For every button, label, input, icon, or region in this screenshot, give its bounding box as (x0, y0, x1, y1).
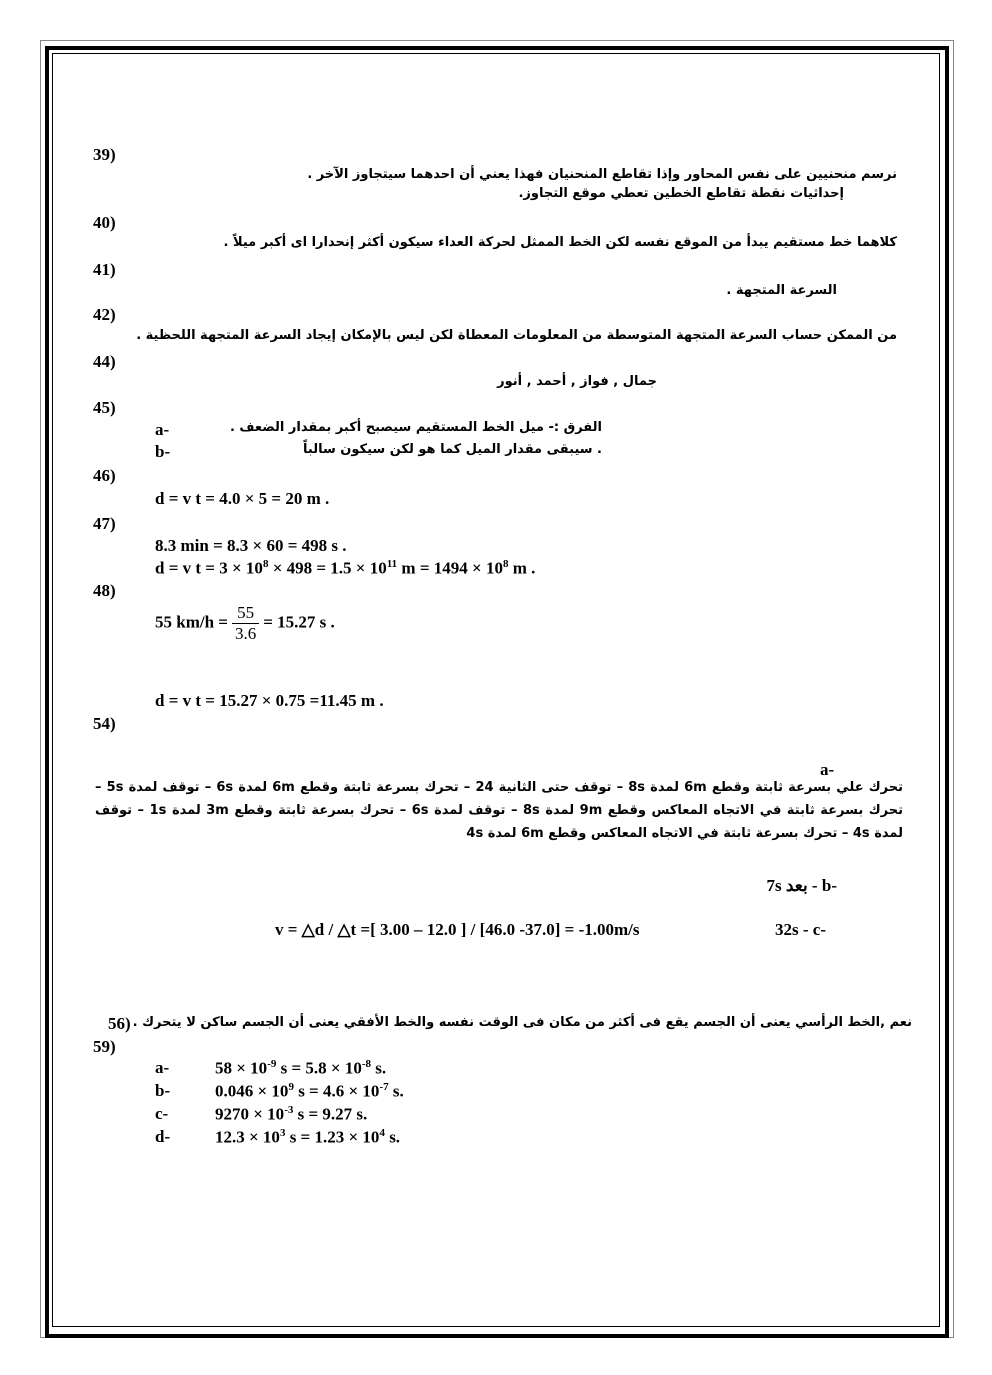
q40-number: 40) (93, 213, 116, 232)
q59-item-label: d- (155, 1127, 171, 1146)
q59-part: s = 5.8 × 10 (276, 1058, 362, 1078)
q40-line1: كلاهما خط مستقيم يبدأ من الموقع نفسه لكن الخط الممثل لحركة العداء سيكون أكثر إنحدارا اى أكبر ميلاً . (223, 235, 897, 250)
q59-part: 58 × 10 (215, 1058, 268, 1078)
q47-exp: 8 (262, 558, 269, 570)
q45-number: 45) (93, 398, 116, 417)
q56-line1: نعم ,الخط الرأسي يعنى أن الجسم يقع فى أكثر من مكان فى الوقت نفسه والخط الأفقي يعنى أن الجسم ساكن لا يتحرك . (132, 1015, 912, 1030)
q59-part: s. (388, 1081, 404, 1101)
q59-part: 9 (288, 1081, 294, 1093)
q48-lhs: 55 km/h = (155, 612, 228, 632)
q59-part: 3 (279, 1127, 286, 1139)
q59-part: s. (352, 1104, 368, 1124)
q59-item-expression (215, 1058, 386, 1079)
q48-number: 48) (93, 581, 116, 600)
q47-exp: 11 (386, 558, 398, 570)
q44-number: 44) (93, 352, 116, 371)
q48-numerator: 55 (232, 603, 259, 624)
q59-item-expression (215, 1104, 367, 1125)
q59-part: -3 (284, 1104, 294, 1116)
q54-b-line: -b - بعد 7s (766, 876, 837, 895)
q48-fraction (232, 603, 259, 644)
q59-part: 4 (379, 1127, 385, 1139)
q59-item-label: b- (155, 1081, 171, 1100)
q46-number: 46) (93, 466, 116, 485)
q56-number: 56) (108, 1014, 131, 1033)
q48-line2: d = v t = 15.27 × 0.75 =11.45 m . (155, 691, 384, 710)
q59-part: s = 9.27 (293, 1104, 353, 1124)
q59-part: -9 (267, 1058, 277, 1070)
q59-part: -7 (379, 1081, 389, 1093)
q54-a-text: تحرك علي بسرعة ثابتة وقطع 6m لمدة 8s – توقف حتى الثانية 24 – تحرك بسرعة ثابتة وقطع 6m لمدة 6s – توقف لمدة 5s – تحرك بسرعة ثابتة في الاتجاه المعاكس وقطع 9m لمدة 8s – توقف لمدة 6s – تحرك بسرعة ثابتة وقطع 3m لمدة 1s – توقف لمدة 4s – تحرك بسرعة ثابتة في الاتجاه المعاكس وقطع 6m لمدة 4s (95, 780, 904, 841)
q48-rhs: = 15.27 s . (263, 612, 335, 632)
q54-c-equation: v = △d / △t =[ 3.00 – 12.0 ] / [46.0 -37.0] = -1.00m/s (275, 920, 640, 939)
q41-number: 41) (93, 260, 116, 279)
q59-item-expression (215, 1127, 400, 1148)
q42-line1: من الممكن حساب السرعة المتجهة المتوسطة من المعلومات المعطاة لكن ليس بالإمكان إيجاد السرعة المتجهة اللحظية . (136, 328, 897, 343)
q47-number: 47) (93, 514, 116, 533)
q45-a-label: a- (155, 420, 170, 439)
q59-part: s = 4.6 × 10 (293, 1081, 380, 1101)
q48-denominator: 3.6 (234, 624, 257, 643)
q41-line1: السرعة المتجهة . (726, 283, 837, 298)
q47-exp: 8 (502, 558, 509, 570)
q39-number: 39) (93, 145, 116, 164)
q59-item-label: c- (155, 1104, 169, 1123)
q39-line2: إحداثيات نقطة تقاطع الخطين تعطي موقع التجاوز. (518, 186, 844, 201)
q59-part: 0.046 × 10 (215, 1081, 289, 1101)
q47-line1: 8.3 min = 8.3 × 60 = 498 s . (155, 536, 347, 555)
q47-part: m . (508, 558, 536, 578)
q59-number: 59) (93, 1037, 116, 1056)
q59-part: -8 (361, 1058, 372, 1070)
q59-part: 12.3 × 10 (215, 1127, 280, 1147)
q59-part: 9270 × 10 (215, 1104, 285, 1124)
q46-line1: d = v t = 4.0 × 5 = 20 m . (155, 489, 330, 508)
q54-a-label: a- (820, 760, 835, 779)
q47-part: × 498 = 1.5 × 10 (268, 558, 387, 578)
q47-part: m = 1494 × 10 (397, 558, 503, 578)
q59-part: s. (371, 1058, 387, 1078)
q45-a-text: الفرق :- ميل الخط المستقيم سيصبح أكبر بمقدار الضعف . (229, 420, 602, 435)
q59-item-expression (215, 1081, 404, 1102)
q45-b-label: b- (155, 442, 171, 461)
q59-part: s. (384, 1127, 401, 1147)
q44-line1: جمال , فواز , أحمد , أنور (497, 374, 657, 389)
q59-item-label: a- (155, 1058, 170, 1077)
q59-part: s = 1.23 × 10 (285, 1127, 380, 1147)
q47-part: d = v t = 3 × 10 (155, 558, 263, 578)
q39-line1: نرسم منحنيين على نفس المحاور وإذا تقاطع المنحنيان فهذا يعني أن احدهما سيتجاوز الآخر . (307, 167, 897, 182)
q42-number: 42) (93, 305, 116, 324)
q45-b-text: . سيبقى مقدار الميل كما هو لكن سيكون سالباً (303, 442, 602, 457)
q47-line2 (155, 558, 535, 579)
q54-c-label: 32s - c- (775, 920, 826, 939)
q54-number: 54) (93, 714, 116, 733)
q48-equation (155, 603, 335, 644)
